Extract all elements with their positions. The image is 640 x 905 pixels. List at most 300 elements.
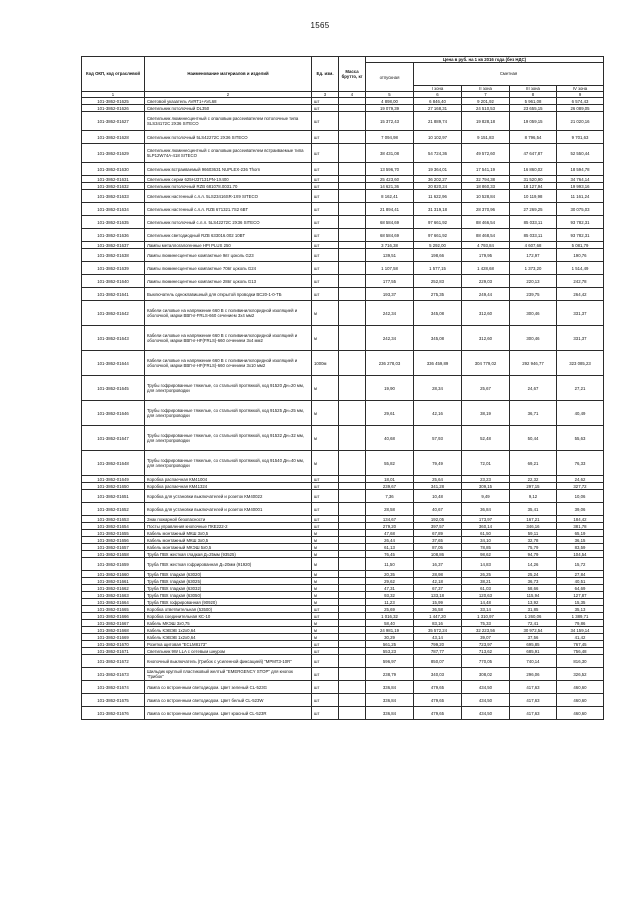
row-zone-2-price: 19 828,18 (462, 112, 510, 131)
row-zone-2-price: 1 428,68 (462, 262, 510, 275)
row-name: Труба ПВХ жесткая гладкая Д=25мм (93525) (145, 551, 312, 558)
column-number: 3 (312, 92, 339, 98)
row-zone-4-price: 381,78 (557, 523, 604, 530)
row-code: 101-3862-01655 (82, 530, 145, 537)
row-mass (339, 242, 366, 249)
row-name: Кабели силовые на напряжение 660 В с поливинилхлоридной изоляцией и оболочкой, марки ВВГнг-HF(FRLS)-660 сечением 3х4 мм2 (145, 326, 312, 351)
row-release-price: 30,29 (366, 634, 414, 641)
row-zone-3-price: 695,85 (510, 641, 557, 648)
row-zone-2-price: 312,60 (462, 326, 510, 351)
row-zone-4-price: 34 764,14 (557, 176, 604, 183)
row-release-price: 236 278,03 (366, 351, 414, 376)
row-release-price: 1 107,58 (366, 262, 414, 275)
row-zone-2-price: 78,85 (462, 544, 510, 551)
row-zone-2-price: 25,67 (462, 376, 510, 401)
row-zone-1-price: 850,07 (414, 655, 462, 668)
row-release-price: 68 584,69 (366, 229, 414, 242)
row-zone-1-price: 787,77 (414, 648, 462, 655)
row-zone-4-price: 767,45 (557, 641, 604, 648)
row-zone-1-price: 79,49 (414, 451, 462, 476)
row-zone-1-price: 40,67 (414, 503, 462, 516)
row-zone-2-price: 49 572,60 (462, 144, 510, 163)
table-row (82, 551, 604, 558)
row-release-price: 61,13 (366, 544, 414, 551)
row-unit: шт (312, 216, 339, 229)
table-row (82, 426, 604, 451)
row-zone-2-price: 39,07 (462, 634, 510, 641)
row-name: Лампа со встроенным светодиодом. Цвет красный CL-523R (145, 707, 312, 720)
row-mass (339, 585, 366, 592)
column-number: 1 (82, 92, 145, 98)
row-zone-3-price: 167,21 (510, 516, 557, 523)
row-code: 101-3862-01667 (82, 620, 145, 627)
row-code: 101-3862-01675 (82, 694, 145, 707)
table-row (82, 401, 604, 426)
row-code: 101-3862-01640 (82, 275, 145, 288)
row-mass (339, 544, 366, 551)
row-zone-1-price: 1 577,15 (414, 262, 462, 275)
row-mass (339, 326, 366, 351)
row-zone-4-price: 460,60 (557, 707, 604, 720)
row-mass (339, 681, 366, 694)
row-zone-1-price: 54 724,36 (414, 144, 462, 163)
row-zone-2-price: 98,62 (462, 551, 510, 558)
row-release-price: 21 894,41 (366, 203, 414, 216)
row-release-price: 11,23 (366, 599, 414, 606)
row-zone-2-price: 434,50 (462, 707, 510, 720)
row-unit: шт (312, 516, 339, 523)
row-code: 101-3862-01658 (82, 551, 145, 558)
row-mass (339, 490, 366, 503)
table-row (82, 216, 604, 229)
row-zone-4-price: 326,52 (557, 668, 604, 681)
row-zone-4-price: 460,60 (557, 681, 604, 694)
row-zone-4-price: 27,84 (557, 571, 604, 578)
row-mass (339, 551, 366, 558)
row-code: 101-3862-01665 (82, 606, 145, 613)
row-code: 101-3862-01635 (82, 216, 145, 229)
row-zone-1-price: 10,48 (414, 490, 462, 503)
row-zone-2-price: 309,15 (462, 483, 510, 490)
row-unit: шт (312, 176, 339, 183)
row-unit: шт (312, 112, 339, 131)
row-code: 101-3862-01670 (82, 641, 145, 648)
row-name: Коробка соединительная КС-10 (145, 613, 312, 620)
row-zone-2-price: 713,62 (462, 648, 510, 655)
row-release-price: 20,35 (366, 571, 414, 578)
row-unit: шт (312, 483, 339, 490)
row-unit: м (312, 326, 339, 351)
row-zone-3-price: 346,16 (510, 523, 557, 530)
row-zone-4-price: 40,51 (557, 578, 604, 585)
row-zone-4-price: 21 020,16 (557, 112, 604, 131)
row-release-price: 55,82 (366, 451, 414, 476)
header-zone-4: IV зона (557, 85, 604, 91)
header-row (82, 57, 604, 63)
row-release-price: 47,31 (366, 585, 414, 592)
row-name: Трубы гофрированные тяжелые, со стальной протяжкой, код 91532 Дн=32 мм, для электропроводки (145, 426, 312, 451)
row-zone-4-price: 18 594,78 (557, 163, 604, 176)
row-mass (339, 516, 366, 523)
row-name: Коробка для установки выключателей и розеток КМ40001 (145, 503, 312, 516)
column-number: 4 (339, 92, 366, 98)
row-zone-2-price: 75,33 (462, 620, 510, 627)
row-unit: шт (312, 707, 339, 720)
table-row (82, 655, 604, 668)
column-number: 2 (145, 92, 312, 98)
row-zone-1-price: 35 572,24 (414, 627, 462, 634)
row-release-price: 11,50 (366, 558, 414, 571)
row-zone-4-price: 127,87 (557, 592, 604, 599)
row-name: Световой указатель AVRT1+AVL68 (145, 98, 312, 105)
row-release-price: 76,45 (366, 551, 414, 558)
row-zone-3-price: 296,06 (510, 668, 557, 681)
row-zone-3-price: 220,13 (510, 275, 557, 288)
row-name: Светильник потолочный DL350 (145, 105, 312, 112)
row-unit: м (312, 376, 339, 401)
row-mass (339, 627, 366, 634)
row-zone-2-price: 18 860,33 (462, 183, 510, 190)
row-release-price: 19,90 (366, 376, 414, 401)
row-zone-2-price: 10 528,84 (462, 190, 510, 203)
row-zone-2-price: 249,44 (462, 288, 510, 301)
row-unit: м (312, 592, 339, 599)
header-price-group: Цена в руб. на 1 кв 2016 года (без НДС) (366, 57, 604, 63)
row-unit: шт (312, 641, 339, 648)
row-zone-1-price: 479,65 (414, 681, 462, 694)
row-zone-3-price: 1 373,20 (510, 262, 557, 275)
row-zone-2-price: 9 201,92 (462, 98, 510, 105)
row-code: 101-3862-01654 (82, 523, 145, 530)
row-release-price: 47,68 (366, 530, 414, 537)
row-zone-3-price: 417,63 (510, 707, 557, 720)
table-row (82, 229, 604, 242)
row-code: 101-3862-01641 (82, 288, 145, 301)
row-unit: шт (312, 249, 339, 262)
row-name: Светильник потолочный RZB 681078.0031.70 (145, 183, 312, 190)
column-number: 9 (557, 92, 604, 98)
row-name: Лампа со встроенным светодиодом. Цвет зеленый CL-523G (145, 681, 312, 694)
row-zone-3-price: 13,92 (510, 599, 557, 606)
row-zone-3-price: 740,14 (510, 655, 557, 668)
row-code: 101-3862-01625 (82, 98, 145, 105)
row-mass (339, 530, 366, 537)
table-row (82, 131, 604, 144)
row-name: Лампы люминесцентные компактные 28вт цоколь G13 (145, 275, 312, 288)
row-zone-2-price: 24 510,53 (462, 105, 510, 112)
row-release-price: 15 372,43 (366, 112, 414, 131)
row-zone-4-price: 1 389,71 (557, 613, 604, 620)
row-name: Лампа со встроенным светодиодом. Цвет белый CL-523W (145, 694, 312, 707)
column-number: 6 (414, 92, 462, 98)
row-mass (339, 249, 366, 262)
row-zone-4-price: 1 514,49 (557, 262, 604, 275)
row-mass (339, 351, 366, 376)
row-code: 101-3862-01642 (82, 301, 145, 326)
row-release-price: 1 016,32 (366, 613, 414, 620)
row-zone-1-price: 345,08 (414, 301, 462, 326)
row-name: Коробка для установки выключателей и розеток КМ40022 (145, 490, 312, 503)
table-row (82, 627, 604, 634)
row-code: 101-3862-01662 (82, 585, 145, 592)
table-row (82, 606, 604, 613)
row-name: Розетка щитовая "ЕСLM8173" (145, 641, 312, 648)
table-row (82, 516, 604, 523)
row-zone-3-price: 36,71 (510, 401, 557, 426)
row-zone-1-price: 252,83 (414, 275, 462, 288)
row-zone-2-price: 36,84 (462, 503, 510, 516)
row-zone-3-price: 9,12 (510, 490, 557, 503)
row-zone-3-price: 37,56 (510, 634, 557, 641)
row-mass (339, 144, 366, 163)
row-zone-4-price: 104,54 (557, 551, 604, 558)
row-code: 101-3862-01631 (82, 176, 145, 183)
row-zone-3-price: 32,78 (510, 537, 557, 544)
row-zone-2-price: 173,97 (462, 516, 510, 523)
row-zone-4-price: 79,86 (557, 620, 604, 627)
row-zone-3-price: 300,46 (510, 301, 557, 326)
row-name: Кабель МКЭШ 3х0,75 (145, 620, 312, 627)
row-zone-2-price: 179,95 (462, 249, 510, 262)
row-zone-1-price: 16,37 (414, 558, 462, 571)
row-zone-4-price: 27,21 (557, 376, 604, 401)
row-unit: м (312, 301, 339, 326)
row-release-price: 279,20 (366, 523, 414, 530)
row-zone-2-price: 38,19 (462, 401, 510, 426)
row-mass (339, 112, 366, 131)
row-zone-3-price: 24,67 (510, 376, 557, 401)
row-zone-3-price: 417,63 (510, 681, 557, 694)
row-mass (339, 571, 366, 578)
header-estimate: Сметная (414, 63, 604, 86)
row-zone-4-price: 40,49 (557, 401, 604, 426)
row-zone-1-price: 37,65 (414, 537, 462, 544)
table-row (82, 503, 604, 516)
table-row (82, 249, 604, 262)
table-row (82, 163, 604, 176)
row-name: Светильник светодиодный RZB 633016.002 10BT (145, 229, 312, 242)
row-zone-2-price: 88 466,54 (462, 216, 510, 229)
column-number: 5 (366, 92, 414, 98)
row-zone-2-price: 434,50 (462, 681, 510, 694)
table-row (82, 599, 604, 606)
row-zone-3-price: 417,63 (510, 694, 557, 707)
row-zone-2-price: 34,10 (462, 537, 510, 544)
row-unit: шт (312, 275, 339, 288)
table-row (82, 112, 604, 131)
table-row (82, 242, 604, 249)
row-zone-3-price: 8 796,54 (510, 131, 557, 144)
row-release-price: 596,97 (366, 655, 414, 668)
row-name: Кабели силовые на напряжение 660 В с поливинилхлоридной изоляцией и оболочкой, марки ВВГнг-HF(FRLS)-660 сечением 3х10 мм2 (145, 351, 312, 376)
row-zone-2-price: 1 310,97 (462, 613, 510, 620)
row-release-price: 7,36 (366, 490, 414, 503)
table-row (82, 476, 604, 483)
row-zone-3-price: 292 946,77 (510, 351, 557, 376)
row-zone-1-price: 5 292,00 (414, 242, 462, 249)
row-code: 101-3862-01664 (82, 599, 145, 606)
row-zone-1-price: 97 661,92 (414, 216, 462, 229)
row-zone-3-price: 47 647,87 (510, 144, 557, 163)
row-zone-1-price: 36 202,27 (414, 176, 462, 183)
row-zone-3-price: 23 655,15 (510, 105, 557, 112)
table-row (82, 275, 604, 288)
row-zone-3-price: 75,79 (510, 544, 557, 551)
row-zone-1-price: 11 622,96 (414, 190, 462, 203)
row-zone-3-price: 30 972,54 (510, 627, 557, 634)
row-code: 101-3862-01637 (82, 242, 145, 249)
table-body (82, 92, 604, 720)
table-row (82, 523, 604, 530)
header-code: Код ОКП, код отраслевой (82, 57, 145, 92)
row-zone-4-price: 83,59 (557, 544, 604, 551)
row-mass (339, 288, 366, 301)
row-mass (339, 668, 366, 681)
row-zone-1-price: 341,28 (414, 483, 462, 490)
row-release-price: 7 094,98 (366, 131, 414, 144)
row-zone-4-price: 65,19 (557, 530, 604, 537)
row-unit: м (312, 571, 339, 578)
row-code: 101-3862-01657 (82, 544, 145, 551)
row-zone-3-price: 59,11 (510, 530, 557, 537)
row-zone-1-price: 108,86 (414, 551, 462, 558)
row-release-price: 336,84 (366, 707, 414, 720)
row-release-price: 193,37 (366, 288, 414, 301)
row-zone-4-price: 34 159,14 (557, 627, 604, 634)
row-release-price: 19 079,39 (366, 105, 414, 112)
table-row (82, 634, 604, 641)
row-unit: шт (312, 648, 339, 655)
table-row (82, 98, 604, 105)
row-release-price: 242,34 (366, 326, 414, 351)
row-zone-4-price: 327,72 (557, 483, 604, 490)
header-release: отпускная (366, 63, 414, 92)
row-release-price: 177,55 (366, 275, 414, 288)
price-table (81, 56, 604, 720)
row-zone-2-price: 61,03 (462, 585, 510, 592)
row-mass (339, 216, 366, 229)
row-unit: м (312, 401, 339, 426)
row-code: 101-3862-01633 (82, 190, 145, 203)
row-zone-3-price: 5 961,08 (510, 98, 557, 105)
row-zone-4-price: 9 701,63 (557, 131, 604, 144)
row-code: 101-3862-01671 (82, 648, 145, 655)
table-row (82, 288, 604, 301)
row-unit: м (312, 537, 339, 544)
row-release-price: 13 596,70 (366, 163, 414, 176)
row-zone-2-price: 32 794,38 (462, 176, 510, 183)
row-name: Кабель монтажный МКЭШ 5х0,5 (145, 544, 312, 551)
row-zone-3-price: 72,41 (510, 620, 557, 627)
table-row (82, 105, 604, 112)
row-mass (339, 606, 366, 613)
row-zone-3-price: 18 127,94 (510, 183, 557, 190)
row-code: 101-3862-01666 (82, 613, 145, 620)
row-zone-3-price: 22,32 (510, 476, 557, 483)
row-zone-2-price: 4 793,84 (462, 242, 510, 249)
row-code: 101-3862-01663 (82, 592, 145, 599)
row-zone-3-price: 35,41 (510, 503, 557, 516)
row-code: 101-3862-01639 (82, 262, 145, 275)
row-zone-2-price: 32 223,56 (462, 627, 510, 634)
row-unit: шт (312, 613, 339, 620)
column-number: 7 (462, 92, 510, 98)
row-mass (339, 655, 366, 668)
row-zone-1-price: 42,16 (414, 401, 462, 426)
row-zone-2-price: 33,14 (462, 606, 510, 613)
row-unit: шт (312, 606, 339, 613)
row-zone-3-price: 297,15 (510, 483, 557, 490)
row-zone-2-price: 26,25 (462, 571, 510, 578)
row-mass (339, 599, 366, 606)
row-mass (339, 176, 366, 183)
row-release-price: 238,79 (366, 668, 414, 681)
row-code: 101-3862-01647 (82, 426, 145, 451)
row-mass (339, 262, 366, 275)
table-row (82, 578, 604, 585)
row-zone-1-price: 336 459,89 (414, 351, 462, 376)
row-zone-4-price: 5 081,79 (557, 242, 604, 249)
row-unit: шт (312, 183, 339, 190)
row-zone-4-price: 19 993,16 (557, 183, 604, 190)
row-name: Светильник настенный с.л.л. 5LS23416SR-1X9 SITECO (145, 190, 312, 203)
row-code: 101-3862-01660 (82, 571, 145, 578)
row-zone-1-price: 19 364,01 (414, 163, 462, 176)
header-name: Наименование материалов и изделий (145, 57, 312, 92)
row-release-price: 68 584,69 (366, 216, 414, 229)
row-zone-3-price: 50,44 (510, 426, 557, 451)
row-code: 101-3862-01632 (82, 183, 145, 190)
row-release-price: 3 716,38 (366, 242, 414, 249)
table-row (82, 558, 604, 571)
row-unit: шт (312, 490, 339, 503)
table-row (82, 537, 604, 544)
row-zone-2-price: 14,48 (462, 599, 510, 606)
row-zone-2-price: 9,49 (462, 490, 510, 503)
table-row (82, 641, 604, 648)
table-row (82, 592, 604, 599)
row-zone-3-price: 36,73 (510, 578, 557, 585)
row-mass (339, 592, 366, 599)
row-zone-4-price: 39,06 (557, 503, 604, 516)
row-zone-2-price: 120,63 (462, 592, 510, 599)
row-release-price: 8 162,41 (366, 190, 414, 203)
row-name: Светильник настенный с.л.л. RZB 671321.7S2 6BT (145, 203, 312, 216)
row-zone-1-price: 27 168,31 (414, 105, 462, 112)
row-name: Труба ПВХ гофрированная (90920) (145, 599, 312, 606)
row-mass (339, 523, 366, 530)
table-row (82, 376, 604, 401)
row-zone-1-price: 15,99 (414, 599, 462, 606)
row-zone-4-price: 41,42 (557, 634, 604, 641)
row-code: 101-3862-01643 (82, 326, 145, 351)
table-row (82, 190, 604, 203)
row-code: 101-3862-01656 (82, 537, 145, 544)
row-release-price: 25,69 (366, 606, 414, 613)
row-unit: шт (312, 144, 339, 163)
row-zone-3-price: 16 860,02 (510, 163, 557, 176)
row-zone-2-price: 28 370,96 (462, 203, 510, 216)
row-release-price: 553,23 (366, 648, 414, 655)
row-zone-4-price: 756,48 (557, 648, 604, 655)
row-zone-1-price: 28,34 (414, 376, 462, 401)
table-row (82, 668, 604, 681)
table-row (82, 301, 604, 326)
row-zone-4-price: 64,69 (557, 585, 604, 592)
row-mass (339, 163, 366, 176)
row-mass (339, 613, 366, 620)
row-code: 101-3862-01659 (82, 558, 145, 571)
